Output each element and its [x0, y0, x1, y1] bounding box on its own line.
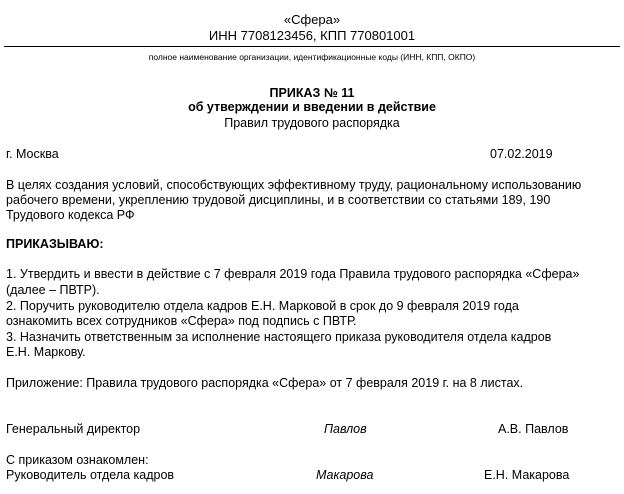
order-item-line: 3. Назначить ответственным за исполнение настоящего приказа руководителя отдела кадров [6, 330, 552, 344]
order-item-line: Е.Н. Маркову. [6, 345, 86, 359]
order-item-line: (далее – ПВТР). [6, 283, 100, 297]
order-item-line: ознакомить всех сотрудников «Сфера» под подпись с ПВТР. [6, 314, 357, 328]
org-name: «Сфера» [283, 12, 341, 27]
acknowledged-name: Е.Н. Макарова [484, 468, 570, 482]
org-codes: ИНН 7708123456, КПП 770801001 [208, 28, 416, 43]
header-divider [4, 46, 620, 47]
acknowledged-signature: Макарова [316, 468, 374, 482]
order-word: ПРИКАЗЫВАЮ: [6, 237, 104, 251]
order-item-line: 2. Поручить руководителю отдела кадров Е.Н. Марковой в срок до 9 февраля 2019 года [6, 299, 519, 313]
order-date: 07.02.2019 [490, 147, 553, 161]
director-signature: Павлов [324, 422, 367, 436]
order-item-line: 1. Утвердить и ввести в действие с 7 февраля 2019 года Правила трудового распорядка «Сфера» [6, 267, 580, 281]
acknowledged-position: Руководитель отдела кадров [6, 468, 175, 482]
preamble-line: В целях создания условий, способствующих эффективному труду, рациональному использованию [6, 178, 582, 192]
preamble-line: Трудового кодекса РФ [6, 208, 135, 222]
appendix: Приложение: Правила трудового распорядка «Сфера» от 7 февраля 2019 г. на 8 листах. [6, 376, 524, 390]
order-subtitle: об утверждении и введении в действие [188, 100, 436, 114]
acknowledged-label: С приказом ознакомлен: [6, 453, 149, 467]
director-name: А.В. Павлов [498, 422, 569, 436]
preamble-line: рабочего времени, укреплению трудовой дисциплины, и в соответствии со статьями 189, 190 [6, 193, 551, 207]
city: г. Москва [6, 147, 59, 161]
org-caption: полное наименование организации, идентификационные коды (ИНН, КПП, ОКПО) [148, 52, 476, 62]
order-title: ПРИКАЗ № 11 [269, 86, 355, 100]
order-subject: Правил трудового распорядка [224, 116, 400, 130]
director-position: Генеральный директор [6, 422, 141, 436]
